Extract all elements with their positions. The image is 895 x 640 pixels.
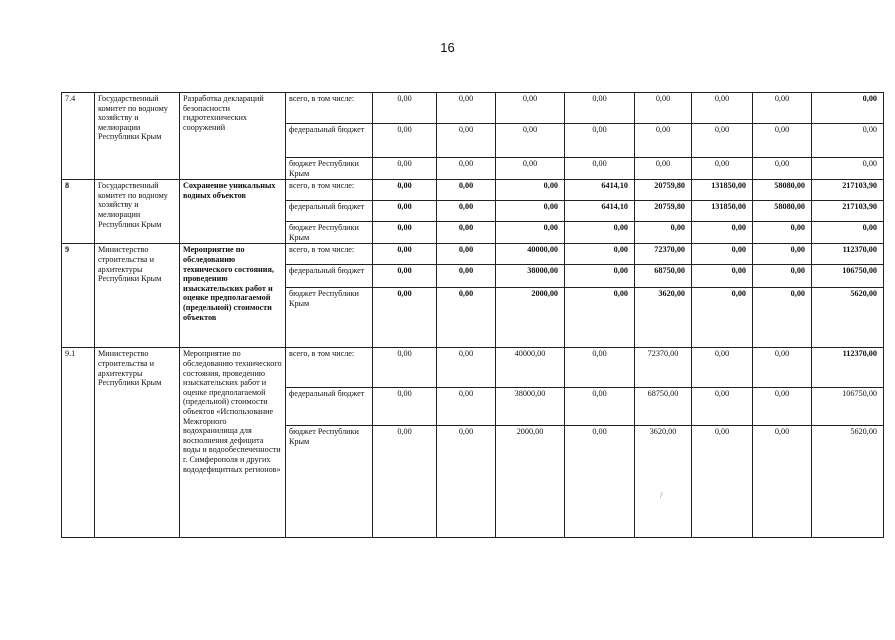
amount-cell: 0,00	[437, 93, 496, 124]
amount-cell: 0,00	[692, 265, 753, 288]
amount-cell: 0,00	[565, 265, 635, 288]
amount-cell: 0,00	[565, 124, 635, 158]
amount-cell: 0,00	[753, 244, 812, 265]
amount-cell: 217103,90	[812, 201, 884, 222]
amount-cell: 217103,90	[812, 180, 884, 201]
amount-cell: 0,00	[692, 348, 753, 388]
amount-cell: 0,00	[373, 288, 437, 348]
amount-cell: 0,00	[565, 158, 635, 180]
amount-cell: 0,00	[753, 288, 812, 348]
amount-cell: 72370,00	[635, 244, 692, 265]
amount-cell: 0,00	[565, 244, 635, 265]
row-number: 7.4	[62, 93, 95, 180]
funding-source: федеральный бюджет	[286, 388, 373, 426]
amount-cell: 0,00	[373, 265, 437, 288]
amount-cell: 0,00	[565, 93, 635, 124]
amount-cell: 0,00	[635, 158, 692, 180]
amount-cell: 0,00	[373, 348, 437, 388]
amount-cell: 0,00	[692, 288, 753, 348]
executor-cell: Государственный комитет по водному хозяйству и мелиорации Республики Крым	[95, 93, 180, 180]
amount-cell: 0,00	[753, 222, 812, 244]
budget-table	[61, 92, 884, 538]
amount-cell: 40000,00	[496, 244, 565, 265]
amount-cell: 0,00	[437, 180, 496, 201]
amount-cell: 38000,00	[496, 265, 565, 288]
amount-cell: 0,00	[692, 222, 753, 244]
amount-cell: 3620,00	[635, 288, 692, 348]
amount-cell: 68750,00	[635, 265, 692, 288]
amount-cell: 40000,00	[496, 348, 565, 388]
amount-cell: 0,00	[373, 158, 437, 180]
measure-cell: Разработка деклараций безопасности гидротехнических сооружений	[180, 93, 286, 180]
amount-cell: 5620,00	[812, 426, 884, 538]
funding-source: всего, в том числе:	[286, 244, 373, 265]
amount-cell: 0,00	[437, 388, 496, 426]
funding-source: всего, в том числе:	[286, 348, 373, 388]
amount-cell: 2000,00	[496, 426, 565, 538]
amount-cell: 0,00	[635, 93, 692, 124]
amount-cell: 58080,00	[753, 180, 812, 201]
amount-cell: 0,00	[437, 288, 496, 348]
amount-cell: 0,00	[437, 124, 496, 158]
amount-cell: 0,00	[496, 158, 565, 180]
amount-cell: 0,00	[496, 222, 565, 244]
amount-cell: 0,00	[753, 93, 812, 124]
funding-source: бюджет Республики Крым	[286, 222, 373, 244]
amount-cell: 131850,00	[692, 180, 753, 201]
amount-cell: 58080,00	[753, 201, 812, 222]
amount-cell: 0,00	[565, 348, 635, 388]
amount-cell: 0,00	[565, 288, 635, 348]
table-row	[62, 348, 884, 388]
amount-cell: 0,00	[565, 426, 635, 538]
amount-cell: 0,00	[692, 158, 753, 180]
funding-source: федеральный бюджет	[286, 201, 373, 222]
row-number: 9.1	[62, 348, 95, 538]
amount-cell: 3620,00	[635, 426, 692, 538]
amount-cell: 106750,00	[812, 388, 884, 426]
amount-cell: 0,00	[437, 244, 496, 265]
amount-cell: 131850,00	[692, 201, 753, 222]
funding-source: всего, в том числе:	[286, 93, 373, 124]
funding-source: бюджет Республики Крым	[286, 426, 373, 538]
amount-cell: 0,00	[373, 244, 437, 265]
amount-cell: 0,00	[753, 124, 812, 158]
amount-cell: 68750,00	[635, 388, 692, 426]
page-number: 16	[440, 40, 455, 55]
amount-cell: 0,00	[753, 348, 812, 388]
amount-cell: 0,00	[812, 93, 884, 124]
measure-cell: Мероприятие по обследованию технического состояния, проведению изыскательских работ и оценке предполагаемой (предельной) стоимости объектов «Использование Межгорного водохранилища для восполнения дефицита воды и водообеспеченности г. Симферополя и других вододефицитных регионов»	[180, 348, 286, 538]
funding-source: федеральный бюджет	[286, 265, 373, 288]
measure-cell: Сохранение уникальных водных объектов	[180, 180, 286, 244]
amount-cell: 0,00	[496, 180, 565, 201]
amount-cell: 0,00	[437, 426, 496, 538]
amount-cell: 0,00	[812, 158, 884, 180]
amount-cell: 0,00	[692, 93, 753, 124]
amount-cell: 0,00	[373, 426, 437, 538]
amount-cell: 0,00	[373, 124, 437, 158]
table-row	[62, 180, 884, 201]
amount-cell: 0,00	[635, 222, 692, 244]
amount-cell: 0,00	[692, 244, 753, 265]
executor-cell: Министерство строительства и архитектуры Республики Крым	[95, 244, 180, 348]
amount-cell: 0,00	[635, 124, 692, 158]
amount-cell: 38000,00	[496, 388, 565, 426]
row-number: 9	[62, 244, 95, 348]
funding-source: бюджет Республики Крым	[286, 288, 373, 348]
amount-cell: 0,00	[692, 388, 753, 426]
amount-cell: 0,00	[437, 158, 496, 180]
funding-source: всего, в том числе:	[286, 180, 373, 201]
amount-cell: 0,00	[496, 124, 565, 158]
table-row	[62, 244, 884, 265]
amount-cell: 112370,00	[812, 244, 884, 265]
executor-cell: Государственный комитет по водному хозяйству и мелиорации Республики Крым	[95, 180, 180, 244]
scan-mark: /	[660, 490, 663, 500]
amount-cell: 112370,00	[812, 348, 884, 388]
amount-cell: 0,00	[753, 388, 812, 426]
amount-cell: 0,00	[373, 222, 437, 244]
amount-cell: 106750,00	[812, 265, 884, 288]
amount-cell: 0,00	[373, 93, 437, 124]
funding-source: федеральный бюджет	[286, 124, 373, 158]
amount-cell: 0,00	[565, 388, 635, 426]
amount-cell: 6414,10	[565, 201, 635, 222]
amount-cell: 0,00	[373, 388, 437, 426]
measure-cell: Мероприятие по обследованию технического состояния, проведению изыскательских работ и оценке предполагаемой (предельной) стоимости объектов	[180, 244, 286, 348]
amount-cell: 0,00	[496, 201, 565, 222]
amount-cell: 0,00	[437, 222, 496, 244]
amount-cell: 0,00	[692, 426, 753, 538]
amount-cell: 0,00	[373, 201, 437, 222]
table-row	[62, 93, 884, 124]
amount-cell: 0,00	[437, 265, 496, 288]
amount-cell: 0,00	[753, 426, 812, 538]
amount-cell: 0,00	[565, 222, 635, 244]
amount-cell: 5620,00	[812, 288, 884, 348]
amount-cell: 0,00	[437, 348, 496, 388]
amount-cell: 0,00	[692, 124, 753, 158]
amount-cell: 0,00	[812, 124, 884, 158]
amount-cell: 0,00	[812, 222, 884, 244]
amount-cell: 6414,10	[565, 180, 635, 201]
amount-cell: 0,00	[373, 180, 437, 201]
amount-cell: 0,00	[496, 93, 565, 124]
row-number: 8	[62, 180, 95, 244]
amount-cell: 0,00	[753, 158, 812, 180]
amount-cell: 20759,80	[635, 180, 692, 201]
amount-cell: 2000,00	[496, 288, 565, 348]
amount-cell: 0,00	[437, 201, 496, 222]
amount-cell: 72370,00	[635, 348, 692, 388]
amount-cell: 20759,80	[635, 201, 692, 222]
amount-cell: 0,00	[753, 265, 812, 288]
executor-cell: Министерство строительства и архитектуры Республики Крым	[95, 348, 180, 538]
funding-source: бюджет Республики Крым	[286, 158, 373, 180]
